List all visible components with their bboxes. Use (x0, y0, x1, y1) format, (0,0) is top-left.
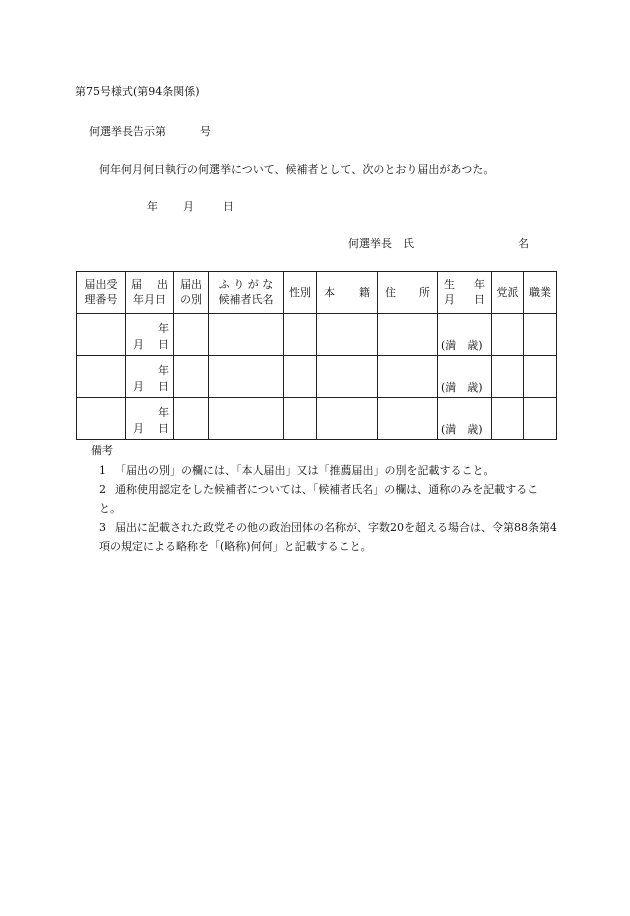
header-birth-char1: 生 (444, 278, 455, 291)
cell-receipt-number (77, 356, 126, 398)
cell-occupation (524, 356, 557, 398)
header-domicile (317, 272, 378, 314)
remark-note-text: 届出に記載された政党その他の政治団体の名称が、字数20を超える場合は、令第88条第4項の規定による略称を「(略称)何何」と記載すること。 (99, 521, 557, 553)
header-address-char2: 所 (419, 286, 430, 299)
header-address-char1: 住 (385, 286, 396, 299)
date-year: 年 (147, 200, 158, 213)
sign-prefix: 何選挙長 氏 (348, 237, 414, 250)
header-filing-type-line2: の別 (180, 293, 202, 306)
cell-address (378, 398, 438, 440)
cell-occupation (524, 398, 557, 440)
cell-receipt-number (77, 314, 126, 356)
cell-birth-date (438, 314, 492, 356)
header-filing-type (174, 272, 209, 314)
sign-suffix: 名 (518, 237, 529, 250)
header-birth-date (438, 272, 492, 314)
notice-suffix: 号 (200, 125, 211, 138)
signature-line (348, 235, 529, 251)
cell-filing-type (174, 356, 209, 398)
cell-domicile (317, 356, 378, 398)
cell-address (378, 314, 438, 356)
header-gender-label: 性別 (289, 286, 311, 299)
header-filing-date-line2: 年月日 (133, 293, 166, 306)
header-filing-type-line1: 届出 (180, 278, 202, 291)
notice-number-line (89, 123, 211, 139)
header-party (492, 272, 524, 314)
header-candidate-name-label: 候補者氏名 (218, 293, 274, 306)
header-address (378, 272, 438, 314)
remark-note-2 (99, 480, 559, 518)
date-day: 日 (223, 200, 234, 213)
cell-candidate-name (209, 356, 284, 398)
header-receipt-number-line1: 届出受 (84, 278, 118, 291)
remark-note-3 (99, 518, 559, 556)
header-birth-char2: 年 (474, 278, 485, 291)
cell-filing-date (126, 398, 174, 440)
cell-filing-date (126, 356, 174, 398)
header-party-label: 党派 (496, 286, 519, 299)
cell-age-label: (満 歳) (441, 423, 483, 436)
header-filing-date-char1: 届 (131, 278, 142, 291)
header-birth-char4: 日 (474, 293, 485, 306)
cell-occupation (524, 314, 557, 356)
header-filing-date (126, 272, 174, 314)
cell-filing-date-day: 日 (158, 422, 169, 435)
header-domicile-char2: 籍 (359, 286, 370, 299)
remark-note-text: 「届出の別」の欄には、「本人届出」又は「推薦届出」の別を記載すること。 (115, 464, 495, 477)
cell-filing-date-month: 月 (133, 380, 144, 393)
header-candidate-name (209, 272, 284, 314)
cell-birth-date (438, 356, 492, 398)
cell-domicile (317, 314, 378, 356)
cell-party (492, 398, 524, 440)
cell-age-label: (満 歳) (441, 339, 483, 352)
header-furigana: ふ り が な (218, 278, 274, 291)
header-occupation (524, 272, 557, 314)
header-receipt-number-line2: 理番号 (84, 293, 118, 306)
remark-note-1 (99, 461, 559, 480)
cell-filing-date-month: 月 (133, 422, 144, 435)
cell-age-label: (満 歳) (441, 381, 483, 394)
remark-note-text: 通称使用認定をした候補者については、「候補者氏名」の欄は、通称のみを記載すること。 (99, 483, 539, 515)
cell-candidate-name (209, 398, 284, 440)
cell-filing-type (174, 398, 209, 440)
cell-filing-date-month: 月 (133, 338, 144, 351)
cell-party (492, 314, 524, 356)
cell-filing-date-year: 年 (158, 322, 169, 335)
cell-party (492, 356, 524, 398)
table-body (77, 314, 557, 440)
main-sentence: 何年何月何日執行の何選挙について、候補者として、次のとおり届出があつた。 (99, 163, 495, 176)
cell-birth-date (438, 398, 492, 440)
cell-gender (284, 314, 317, 356)
cell-gender (284, 398, 317, 440)
date-line (147, 198, 234, 214)
table-row (77, 398, 557, 440)
date-month: 月 (183, 200, 194, 213)
form-title: 第75号様式(第94条関係) (75, 85, 200, 98)
header-birth-char3: 月 (444, 293, 455, 306)
table-row (77, 356, 557, 398)
header-receipt-number (77, 272, 126, 314)
header-occupation-label: 職業 (529, 286, 551, 299)
cell-filing-date (126, 314, 174, 356)
header-filing-date-char2: 出 (157, 278, 168, 291)
candidate-filing-table (76, 271, 557, 440)
table-row (77, 314, 557, 356)
header-gender (284, 272, 317, 314)
notice-prefix: 何選挙長告示第 (89, 125, 166, 138)
remarks-heading: 備考 (91, 444, 113, 457)
header-domicile-char1: 本 (324, 286, 335, 299)
cell-candidate-name (209, 314, 284, 356)
table-header-row (77, 272, 557, 314)
remark-note-number: 1 (99, 464, 106, 477)
remark-note-number: 3 (99, 521, 106, 534)
cell-filing-type (174, 314, 209, 356)
remark-note-number: 2 (99, 483, 106, 496)
cell-filing-date-year: 年 (158, 364, 169, 377)
cell-filing-date-year: 年 (158, 406, 169, 419)
cell-address (378, 356, 438, 398)
cell-filing-date-day: 日 (158, 338, 169, 351)
cell-filing-date-day: 日 (158, 380, 169, 393)
cell-receipt-number (77, 398, 126, 440)
cell-gender (284, 356, 317, 398)
cell-domicile (317, 398, 378, 440)
